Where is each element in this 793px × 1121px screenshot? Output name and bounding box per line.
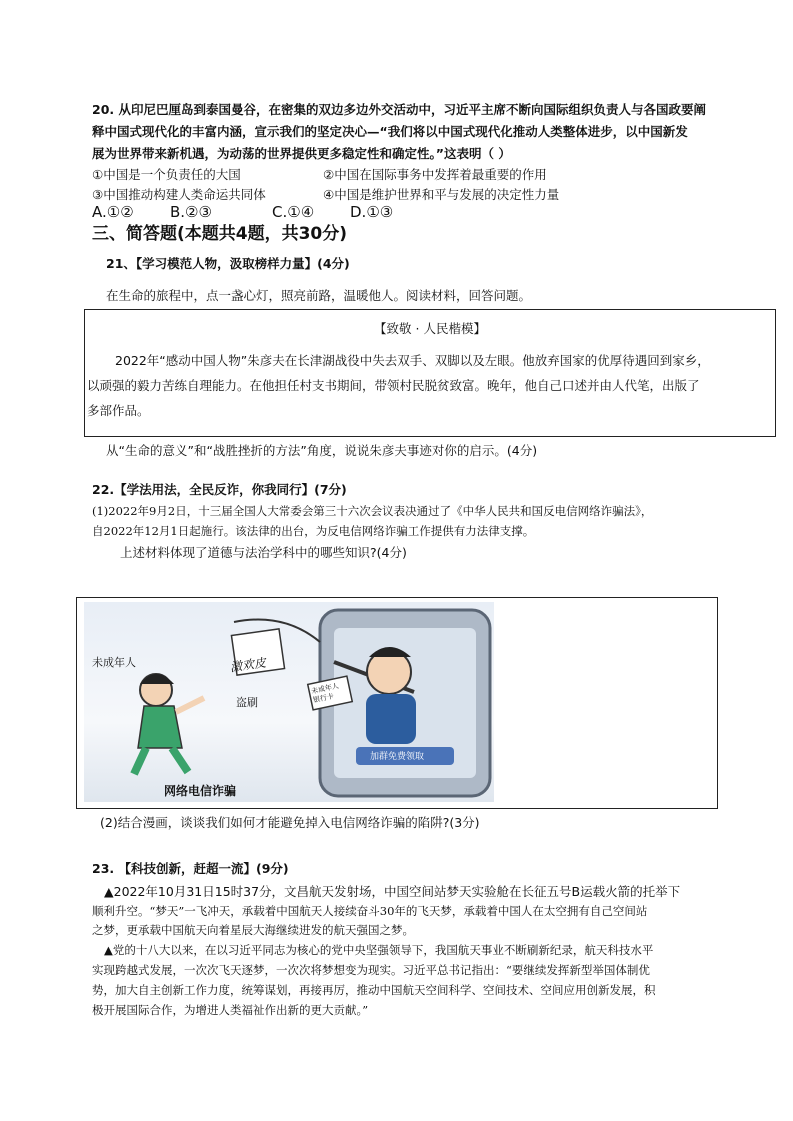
choice-a[interactable]: A.①② (92, 203, 134, 221)
cartoon-illustration (84, 602, 494, 802)
q20-option-3: ③中国推动构建人类命运共同体 (92, 187, 266, 202)
q20-option-2: ②中国在国际事务中发挥着最重要的作用 (323, 167, 547, 182)
q23-heading: 23. 【科技创新，赶超一流】(9分) (92, 861, 289, 876)
fraud-cartoon (84, 602, 494, 802)
q21-intro: 在生命的旅程中，点一盏心灯，照亮前路，温暖他人。阅读材料，回答问题。 (106, 288, 532, 303)
q21-box-line3: 多部作品。 (87, 403, 150, 418)
q22-question2: (2)结合漫画，谈谈我们如何才能避免掉入电信网络诈骗的陷阱?(3分) (100, 815, 480, 830)
q21-heading: 21、【学习模范人物，汲取榜样力量】(4分) (106, 256, 350, 271)
q23-p1-line2: 顺利升空。“梦天”一飞冲天，承载着中国航天人接续奋斗30年的飞天梦，承载着中国人在太空拥有自己空间站 (92, 904, 648, 918)
section-title: 三、简答题(本题共4题，共30分) (92, 224, 348, 244)
choice-d[interactable]: D.①③ (350, 203, 394, 221)
q21-question: 从“生命的意义”和“战胜挫折的方法”角度，说说朱彦夫事迹对你的启示。(4分) (106, 443, 538, 458)
q21-box-line1: 2022年“感动中国人物”朱彦夫在长津湖战役中失去双手、双脚以及左眼。他放弃国家的优厚待遇回到家乡， (115, 353, 710, 368)
q20-option-1: ①中国是一个负责任的大国 (92, 167, 241, 182)
q23-p2-line1: ▲党的十八大以来，在以习近平同志为核心的党中央坚强领导下，我国航天事业不断刷新纪录，航天科技水平 (104, 943, 654, 957)
q22-line1: (1)2022年9月2日，十三届全国人大常委会第三十六次会议表决通过了《中华人民共和国反电信网络诈骗法》， (92, 504, 653, 518)
q23-p2-line3: 势，加大自主创新工作力度，统筹谋划，再接再厉，推动中国航天空间科学、空间技术、空间应用创新发展，积 (92, 983, 656, 997)
q23-p2-line4: 极开展国际合作，为增进人类福祉作出新的更大贡献。” (92, 1003, 369, 1017)
q21-material-box (84, 309, 776, 437)
q20-line3: 展为世界带来新机遇，为动荡的世界提供更多稳定性和确定性。”这表明（ ） (92, 146, 511, 161)
label-bank-card: 未成年人银行卡 (310, 681, 340, 705)
q22-heading: 22.【学法用法，全民反诈，你我同行】(7分) (92, 482, 347, 497)
label-minor: 未成年人 (92, 656, 136, 669)
q22-question1: 上述材料体现了道德与法治学科中的哪些知识?(4分) (120, 545, 407, 560)
q21-box-title: 【致敬 · 人民楷模】 (374, 321, 486, 336)
q23-p1-line1: ▲2022年10月31日15时37分，文昌航天发射场，中国空间站梦天实验舱在长征五号B运载火箭的托举下 (104, 884, 681, 899)
label-skin: 激欢皮 (229, 655, 267, 675)
cartoon-title: 网络电信诈骗 (164, 784, 237, 798)
minor-legs (134, 748, 188, 774)
minor-arm (176, 698, 204, 712)
q23-p1-line3: 之梦，更承载中国航天向着星辰大海继续进发的航天强国之梦。 (92, 923, 414, 937)
minor-body (138, 706, 182, 748)
q20-line1: 20. 从印尼巴厘岛到泰国曼谷，在密集的双边多边外交活动中，习近平主席不断向国际组织负责人与各国政要阐 (92, 102, 706, 117)
q21-box-line2: 以顽强的毅力苦练自理能力。在他担任村支书期间，带领村民脱贫致富。晚年，他自己口述并由人代笔，出版了 (87, 378, 700, 393)
q23-p2-line2: 实现跨越式发展，一次次飞天逐梦，一次次将梦想变为现实。习近平总书记指出：“要继续发挥新型举国体制优 (92, 963, 650, 977)
scammer-body (366, 694, 416, 744)
q22-line2: 自2022年12月1日起施行。该法律的出台，为反电信网络诈骗工作提供有力法律支撑。 (92, 524, 535, 538)
label-phone-button: 加群免费领取 (370, 752, 425, 762)
choice-b[interactable]: B.②③ (170, 203, 212, 221)
choice-c[interactable]: C.①④ (272, 203, 315, 221)
q20-line2: 释中国式现代化的丰富内涵，宣示我们的坚定决心—“我们将以中国式现代化推动人类整体进步，以中国新发 (92, 124, 688, 139)
q20-option-4: ④中国是维护世界和平与发展的决定性力量 (323, 187, 560, 202)
label-steal: 盗刷 (236, 696, 258, 709)
